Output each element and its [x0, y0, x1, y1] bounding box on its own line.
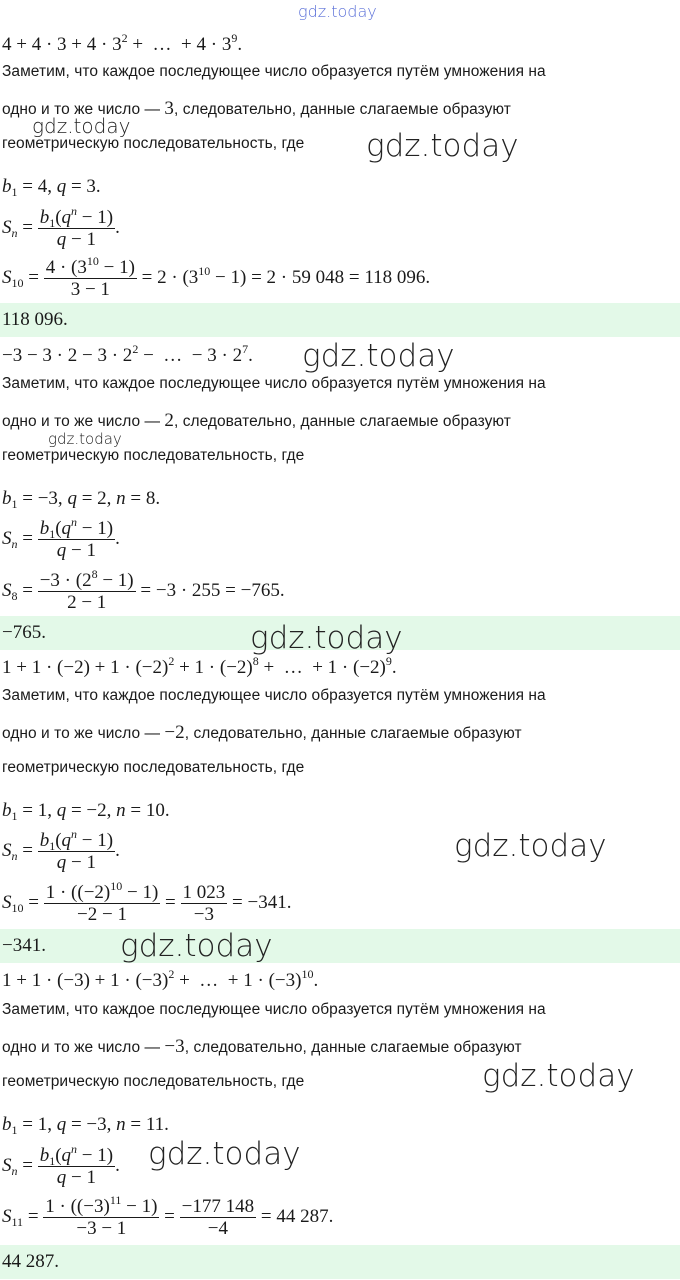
explanation-line: геометрическую последовательность, где: [2, 447, 305, 464]
params-1: $b_1 = 4$, q = 3.: [2, 176, 101, 199]
explanation-line: одно и то же число — 2, следовательно, данные слагаемые образуют: [2, 410, 511, 431]
watermark: gdz.today: [454, 828, 607, 864]
watermark: gdz.today: [48, 430, 122, 448]
explanation-line: геометрическую последовательность, где: [2, 759, 305, 776]
params-3: $b_1 = 1$, q = −2, n = 10.: [2, 800, 170, 823]
sum-formula-2: $S_n$ = $\frac{b_1(q^n - 1)}{q - 1}$ .: [2, 515, 120, 561]
answer-row-3: −341.: [0, 929, 680, 963]
explanation-line: геометрическую последовательность, где: [2, 135, 305, 152]
explanation-line: Заметим, что каждое последующее число образуется путём умножения на: [2, 63, 546, 80]
answer-row-1: 118 096.: [0, 303, 680, 337]
explanation-line: одно и то же число — −2, следовательно, данные слагаемые образуют: [2, 722, 522, 743]
answer-row-4: 44 287.: [0, 1245, 680, 1279]
watermark: gdz.today: [302, 338, 455, 374]
sum-formula-1: $S_n$ = $\frac{b_1(q^n - 1)}{q - 1}$ .: [2, 204, 120, 250]
params-4: $b_1 = 1$, q = −3, n = 11.: [2, 1114, 169, 1137]
watermark: gdz.today: [250, 620, 403, 656]
series-expression-3: $1 + 1 \cdot (-2) + 1 \cdot (-2)^2 + 1 \cdot (-2)^8$ + … + $1 \cdot (-2)^9$.: [2, 654, 397, 678]
explanation-line: Заметим, что каждое последующее число образуется путём умножения на: [2, 1001, 546, 1018]
watermark: gdz.today: [120, 928, 273, 964]
sum-calc-3: $S_{10}$ = $\frac{1 \cdot ((-2)^{10} - 1)}{-2 - 1}$ = $\frac{1 023}{-3}$ = −341.: [2, 879, 292, 925]
explanation-line: одно и то же число — 3, следовательно, данные слагаемые образуют: [2, 98, 511, 119]
answer-row-2: −765.: [0, 616, 680, 650]
series-expression-1: $4 + 4 \cdot 3 + 4 \cdot 3^2$ + … + $4 \cdot 3^9$.: [2, 31, 243, 55]
watermark: gdz.today: [366, 128, 519, 164]
sum-calc-1: $S_{10}$ = $\frac{4 \cdot (3^{10} - 1)}{3 - 1}$ = $2 \cdot (3^{10} - 1) = 2 \cdot 59$ 048 = 118 096.: [2, 254, 431, 300]
explanation-line: одно и то же число — −3, следовательно, данные слагаемые образуют: [2, 1036, 522, 1057]
series-expression-4: $1 + 1 \cdot (-3) + 1 \cdot (-3)^2$ + … + $1 \cdot (-3)^{10}$.: [2, 967, 319, 991]
explanation-line: геометрическую последовательность, где: [2, 1073, 305, 1090]
watermark-top: gdz.today: [298, 2, 377, 21]
explanation-line: Заметим, что каждое последующее число образуется путём умножения на: [2, 375, 546, 392]
watermark: gdz.today: [148, 1136, 301, 1172]
series-expression-2: $-3 - 3 \cdot 2 - 3 \cdot 2^2$ − … − $3 \cdot 2^7$.: [2, 342, 253, 366]
params-2: $b_1 = -3$, q = 2, n = 8.: [2, 488, 161, 511]
sum-calc-4: $S_{11}$ = $\frac{1 \cdot ((-3)^{11} - 1)}{-3 - 1}$ = $\frac{-177 148}{-4}$ = 44 287.: [2, 1193, 334, 1239]
sum-formula-4: $S_n$ = $\frac{b_1(q^n - 1)}{q - 1}$ .: [2, 1142, 120, 1188]
watermark: gdz.today: [32, 114, 131, 138]
sum-calc-2: $S_8$ = $\frac{-3 \cdot (2^8 - 1)}{2 - 1}$ = −3 · 255 = −765.: [2, 567, 285, 613]
watermark: gdz.today: [482, 1058, 635, 1094]
explanation-line: Заметим, что каждое последующее число образуется путём умножения на: [2, 687, 546, 704]
sum-formula-3: $S_n$ = $\frac{b_1(q^n - 1)}{q - 1}$ .: [2, 827, 120, 873]
